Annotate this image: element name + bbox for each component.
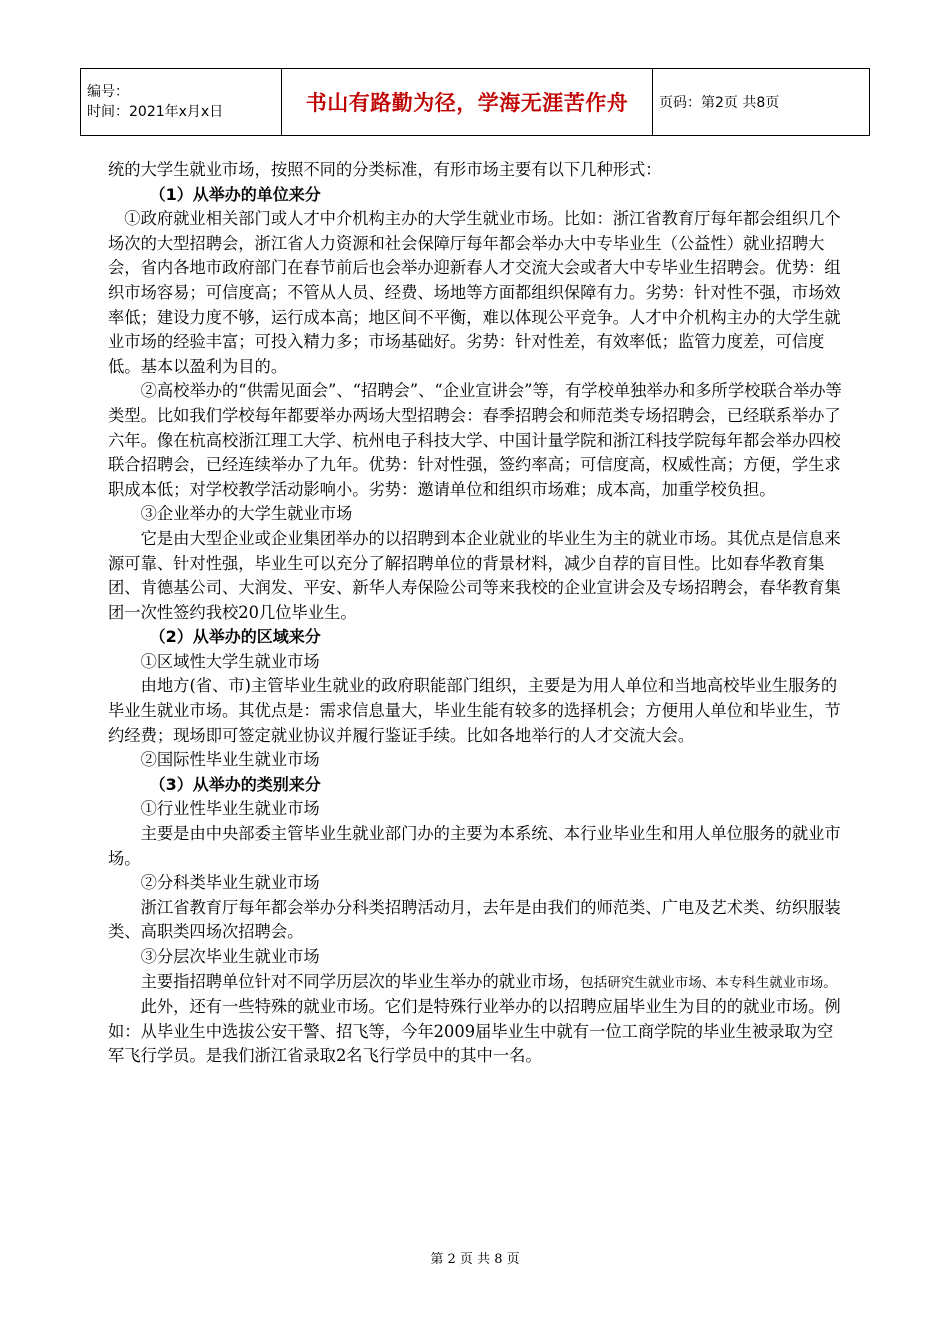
section-heading: （2）从举办的区域来分	[149, 627, 321, 647]
paragraph-text-small: 包括研究生就业市场、本专科生就业市场。	[580, 974, 837, 991]
header-page-info: 页码：第2页 共8页	[653, 69, 870, 136]
paragraph: 它是由大型企业或企业集团举办的以招聘到本企业就业的毕业生为主的就业市场。其优点是信息来源可靠、针对性强，毕业生可以充分了解招聘单位的背景材料，减少自荐的盲目性。比如春华教育集团、肯德基公司、大润发、平安、新华人寿保险公司等来我校的企业宣讲会及专场招聘会，春华教育集团一次性签约我校20几位毕业生。	[108, 528, 841, 622]
paragraph-text: 主要指招聘单位针对不同学历层次的毕业生举办的就业市场，	[140, 971, 581, 991]
paragraph: ③分层次毕业生就业市场	[140, 947, 320, 966]
section-heading: （1）从举办的单位来分	[149, 184, 321, 204]
page-footer: 第 2 页 共 8 页	[430, 1252, 520, 1267]
document-time-label: 时间：2021年x月x日	[87, 104, 224, 120]
paragraph: ①区域性大学生就业市场	[140, 651, 320, 671]
paragraph: 由地方(省、市)主管毕业生就业的政府职能部门组织，主要是为用人单位和当地高校毕业生服务的毕业生就业市场。其优点是：需求信息量大，毕业生能有较多的选择机会；方便用人单位和毕业生，节约经费；现场即可签定就业协议并履行鉴证手续。比如各地举行的人才交流大会。	[108, 676, 841, 745]
paragraph: ②高校举办的“供需见面会”、“招聘会”、“企业宣讲会”等，有学校单独举办和多所学校联合举办等类型。比如我们学校每年都要举办两场大型招聘会：春季招聘会和师范类专场招聘会，已经联系举办了六年。像在杭高校浙江理工大学、杭州电子科技大学、中国计量学院和浙江科技学院每年都会举办四校联合招聘会，已经连续举办了九年。优势：针对性强，签约率高；可信度高，权威性高；方便，学生求职成本低；对学校教学活动影响小。劣势：邀请单位和组织市场难；成本高，加重学校负担。	[108, 381, 842, 499]
paragraph: 主要是由中央部委主管毕业生就业部门办的主要为本系统、本行业毕业生和用人单位服务的就业市场。	[108, 824, 841, 868]
header-motto: 书山有路勤为径，学海无涯苦作舟	[282, 69, 653, 136]
section-heading: （3）从举办的类别来分	[149, 774, 321, 794]
paragraph: ③企业举办的大学生就业市场	[140, 504, 353, 524]
page-header	[80, 68, 870, 136]
header-meta	[81, 69, 282, 136]
paragraph	[108, 970, 843, 996]
paragraph: ②国际性毕业生就业市场	[140, 750, 320, 770]
document-body	[108, 158, 843, 1069]
paragraph: ②分科类毕业生就业市场	[140, 873, 320, 893]
document-number-label: 编号：	[87, 84, 129, 100]
paragraph: 统的大学生就业市场，按照不同的分类标准，有形市场主要有以下几种形式：	[108, 160, 662, 179]
paragraph: 此外，还有一些特殊的就业市场。它们是特殊行业举办的以招聘应届毕业生为目的的就业市场。例如：从毕业生中选拔公安干警、招飞等，今年2009届毕业生中就有一位工商学院的毕业生被录取为空军飞行学员。是我们浙江省录取2名飞行学员中的其中一名。	[108, 997, 841, 1066]
paragraph: ①政府就业相关部门或人才中介机构主办的大学生就业市场。比如：浙江省教育厅每年都会组织几个场次的大型招聘会，浙江省人力资源和社会保障厅每年都会举办大中专毕业生（公益性）就业招聘大会，省内各地市政府部门在春节前后也会举办迎新春人才交流大会或者大中专毕业生招聘会。优势：组织市场容易；可信度高；不管从人员、经费、场地等方面都组织保障有力。劣势：针对性不强，市场效率低；建设力度不够，运行成本高；地区间不平衡，难以体现公平竞争。人才中介机构主办的大学生就业市场的经验丰富；可投入精力多；市场基础好。劣势：针对性差，有效率低；监管力度差，可信度低。基本以盈利为目的。	[108, 209, 841, 376]
paragraph: 浙江省教育厅每年都会举办分科类招聘活动月，去年是由我们的师范类、广电及艺术类、纺织服装类、高职类四场次招聘会。	[108, 897, 841, 942]
paragraph: ①行业性毕业生就业市场	[140, 799, 320, 819]
